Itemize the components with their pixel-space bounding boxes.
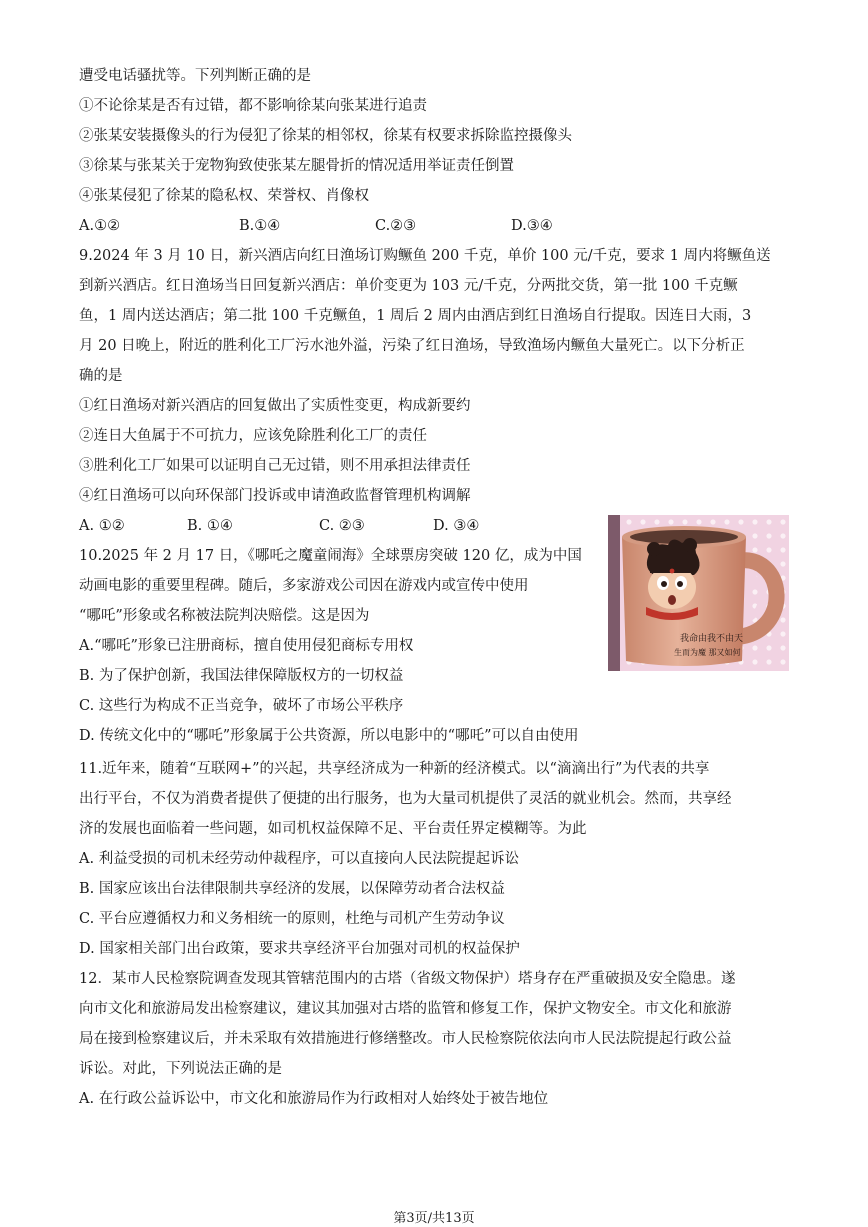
q10-option-b: B. 为了保护创新，我国法律保障版权方的一切权益 bbox=[79, 668, 404, 684]
q9-statement-4: ④红日渔场可以向环保部门投诉或申请渔政监督管理机构调解 bbox=[79, 488, 471, 504]
q12-option-a: A. 在行政公益诉讼中，市文化和旅游局作为行政相对人始终处于被告地位 bbox=[79, 1091, 549, 1107]
q9-options bbox=[79, 517, 479, 535]
q9-stem-line-5: 确的是 bbox=[79, 368, 123, 384]
q8-statement-1: ①不论徐某是否有过错，都不影响徐某向张某进行追责 bbox=[79, 98, 427, 114]
q11-stem-line-2: 出行平台，不仅为消费者提供了便捷的出行服务，也为大量司机提供了灵活的就业机会。然而，共享经 bbox=[79, 791, 732, 807]
page-number: 第3页/共13页 bbox=[393, 1211, 475, 1226]
q11-option-d: D. 国家相关部门出台政策，要求共享经济平台加强对司机的权益保护 bbox=[79, 941, 520, 957]
q11-stem-line-1: 11.近年来，随着“互联网+”的兴起，共享经济成为一种新的经济模式。以“滴滴出行”为代表的共享 bbox=[79, 761, 710, 777]
q8-option-b: B.①④ bbox=[239, 218, 281, 234]
q9-option-a: A. ①② bbox=[79, 518, 125, 534]
q12-stem-line-1: 12．某市人民检察院调查发现其管辖范围内的古塔（省级文物保护）塔身存在严重破损及安全隐患。遂 bbox=[79, 971, 736, 987]
q11-option-a: A. 利益受损的司机未经劳动仲裁程序，可以直接向人民法院提起诉讼 bbox=[79, 851, 520, 867]
q9-option-b: B. ①④ bbox=[187, 518, 233, 534]
q8-option-a: A.①② bbox=[79, 218, 121, 234]
q8-options bbox=[79, 217, 553, 235]
q12-stem-line-2: 向市文化和旅游局发出检察建议，建议其加强对古塔的监管和修复工作，保护文物安全。市文化和旅游 bbox=[79, 1001, 732, 1017]
q8-statement-4: ④张某侵犯了徐某的隐私权、荣誉权、肖像权 bbox=[79, 188, 369, 204]
nezha-mug-photo bbox=[608, 515, 789, 671]
mug-slogan-line-2: 生而为魔 那又如何 bbox=[674, 648, 741, 657]
q9-stem-line-2: 到新兴酒店。红日渔场当日回复新兴酒店：单价变更为 103 元/千克，分两批交货，第一批 100 千克鳜 bbox=[79, 278, 738, 294]
q9-stem-line-1: 9.2024 年 3 月 10 日，新兴酒店向红日渔场订购鳜鱼 200 千克，单价 100 元/千克，要求 1 周内将鳜鱼送 bbox=[79, 248, 771, 264]
q11-option-b: B. 国家应该出台法律限制共享经济的发展，以保障劳动者合法权益 bbox=[79, 881, 505, 897]
q9-stem-line-4: 月 20 日晚上，附近的胜利化工厂污水池外溢，污染了红日渔场，导致渔场内鳜鱼大量死亡。以下分析正 bbox=[79, 338, 745, 354]
q10-option-d: D. 传统文化中的“哪吒”形象属于公共资源，所以电影中的“哪吒”可以自由使用 bbox=[79, 728, 579, 744]
q9-option-d: D. ③④ bbox=[433, 518, 480, 534]
q11-option-c: C. 平台应遵循权力和义务相统一的原则，杜绝与司机产生劳动争议 bbox=[79, 911, 505, 927]
mug-slogan-line-1: 我命由我不由天 bbox=[680, 634, 744, 644]
q8-statement-2: ②张某安装摄像头的行为侵犯了徐某的相邻权，徐某有权要求拆除监控摄像头 bbox=[79, 128, 572, 144]
q12-stem-line-4: 诉讼。对此，下列说法正确的是 bbox=[79, 1061, 282, 1077]
q10-option-c: C. 这些行为构成不正当竞争，破坏了市场公平秩序 bbox=[79, 698, 404, 714]
q9-statement-1: ①红日渔场对新兴酒店的回复做出了实质性变更，构成新要约 bbox=[79, 398, 471, 414]
q8-stem-tail: 遭受电话骚扰等。下列判断正确的是 bbox=[79, 68, 311, 84]
q10-option-a: A.“哪吒”形象已注册商标，擅自使用侵犯商标专用权 bbox=[79, 638, 414, 654]
q10-stem-line-3: “哪吒”形象或名称被法院判决赔偿。这是因为 bbox=[79, 608, 370, 624]
q9-statement-3: ③胜利化工厂如果可以证明自己无过错，则不用承担法律责任 bbox=[79, 458, 471, 474]
q10-stem-line-2: 动画电影的重要里程碑。随后，多家游戏公司因在游戏内或宣传中使用 bbox=[79, 578, 529, 594]
q9-option-c: C. ②③ bbox=[319, 518, 365, 534]
q8-statement-3: ③徐某与张某关于宠物狗致使张某左腿骨折的情况适用举证责任倒置 bbox=[79, 158, 514, 174]
q10-stem-line-1: 10.2025 年 2 月 17 日，《哪吒之魔童闹海》全球票房突破 120 亿，成为中国 bbox=[79, 548, 582, 564]
q11-stem-line-3: 济的发展也面临着一些问题，如司机权益保障不足、平台责任界定模糊等。为此 bbox=[79, 821, 587, 837]
q12-stem-line-3: 局在接到检察建议后，并未采取有效措施进行修缮整改。市人民检察院依法向市人民法院提起行政公益 bbox=[79, 1031, 732, 1047]
q9-stem-line-3: 鱼，1 周内送达酒店；第二批 100 千克鳜鱼，1 周后 2 周内由酒店到红日渔场自行提取。因连日大雨，3 bbox=[79, 308, 752, 324]
q8-option-c: C.②③ bbox=[375, 218, 417, 234]
q9-statement-2: ②连日大鱼属于不可抗力，应该免除胜利化工厂的责任 bbox=[79, 428, 427, 444]
q8-option-d: D.③④ bbox=[511, 218, 553, 234]
